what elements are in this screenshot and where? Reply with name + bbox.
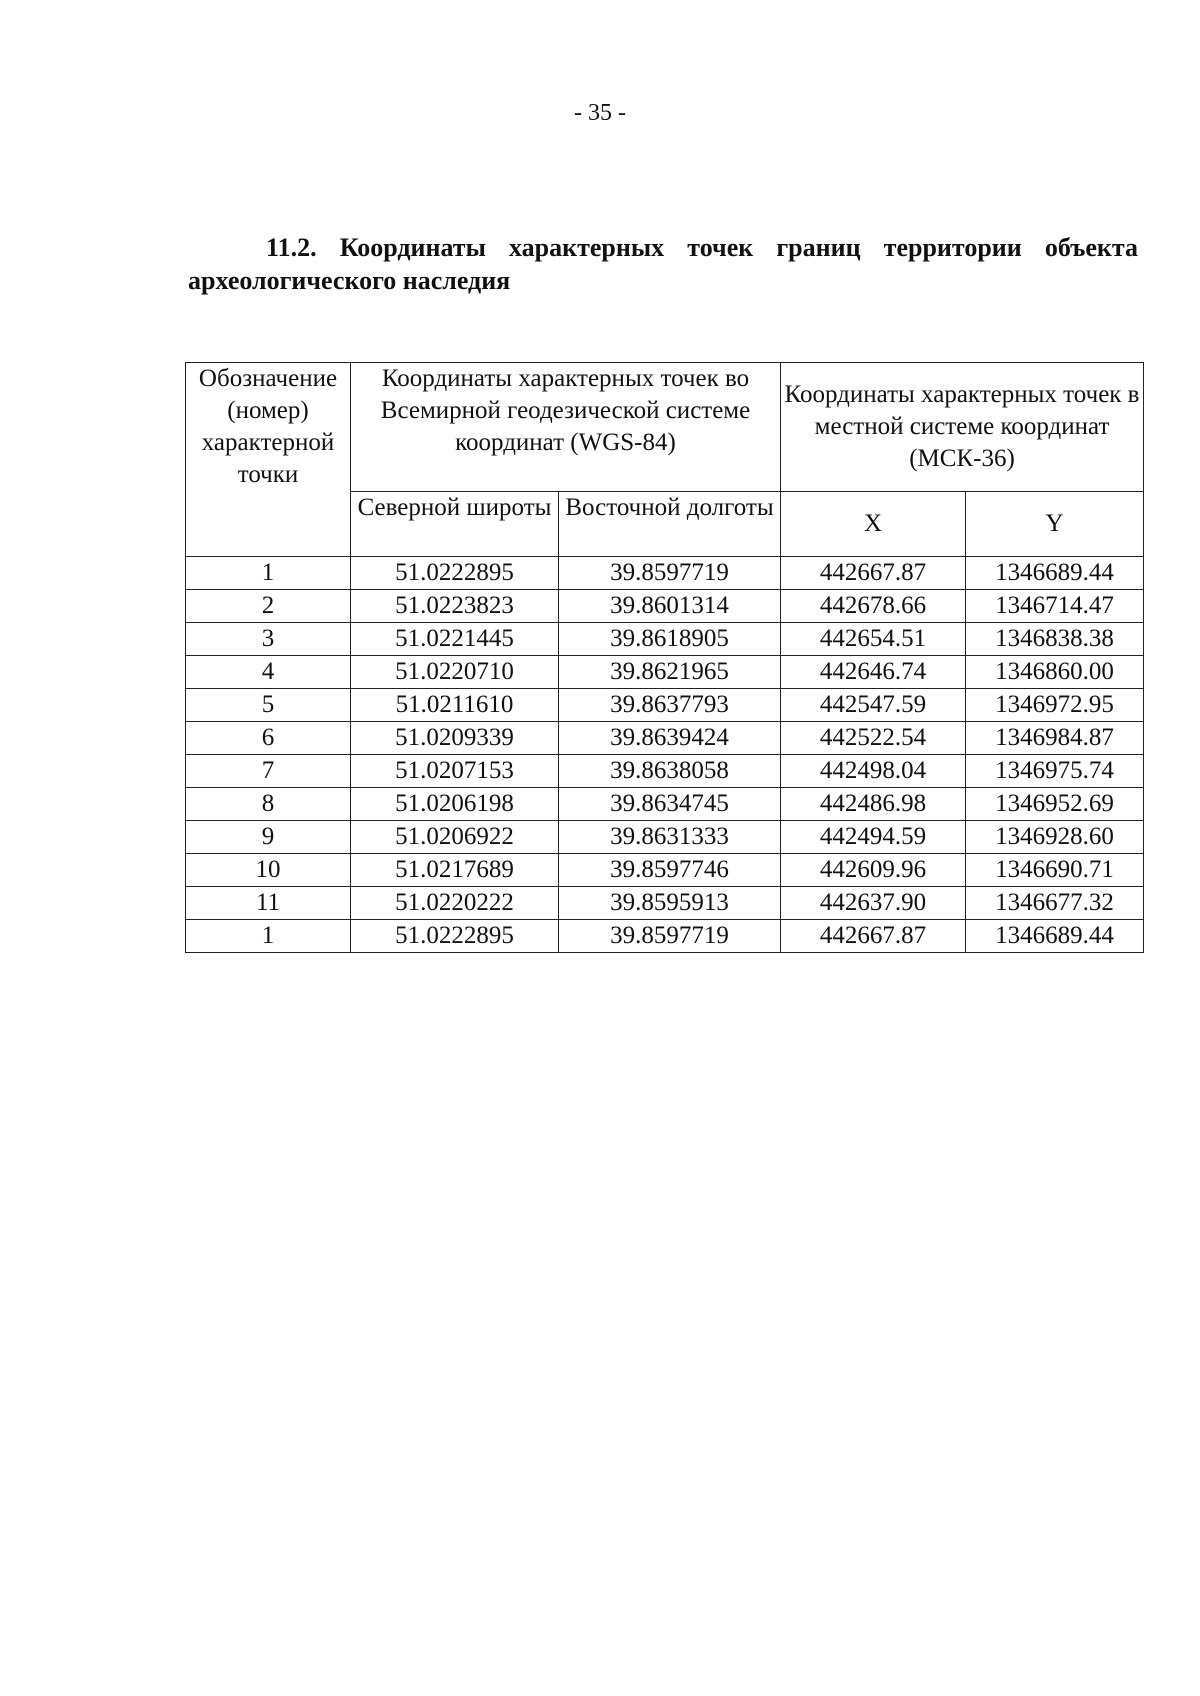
cell-point-number: 10: [186, 854, 351, 887]
table-row: [186, 755, 1144, 788]
cell-y: 1346972.95: [966, 689, 1144, 722]
cell-x: 442667.87: [781, 557, 966, 590]
cell-latitude: 51.0221445: [351, 623, 559, 656]
cell-latitude: 51.0209339: [351, 722, 559, 755]
cell-y: 1346984.87: [966, 722, 1144, 755]
cell-latitude: 51.0217689: [351, 854, 559, 887]
cell-x: 442547.59: [781, 689, 966, 722]
cell-x: 442609.96: [781, 854, 966, 887]
cell-point-number: 6: [186, 722, 351, 755]
cell-longitude: 39.8638058: [559, 755, 781, 788]
cell-x: 442498.04: [781, 755, 966, 788]
cell-point-number: 11: [186, 887, 351, 920]
cell-x: 442678.66: [781, 590, 966, 623]
table-row: [186, 590, 1144, 623]
header-longitude: Восточной долготы: [559, 492, 781, 557]
cell-y: 1346677.32: [966, 887, 1144, 920]
cell-longitude: 39.8621965: [559, 656, 781, 689]
header-wgs84-coordinates: Координаты характерных точек во Всемирной геодезической системе координат (WGS-84): [351, 363, 781, 492]
cell-latitude: 51.0206198: [351, 788, 559, 821]
header-y: Y: [966, 492, 1144, 557]
cell-y: 1346689.44: [966, 920, 1144, 953]
cell-y: 1346714.47: [966, 590, 1144, 623]
header-latitude: Северной широты: [351, 492, 559, 557]
cell-point-number: 9: [186, 821, 351, 854]
table-row: [186, 821, 1144, 854]
cell-point-number: 4: [186, 656, 351, 689]
cell-latitude: 51.0220710: [351, 656, 559, 689]
table-row: [186, 656, 1144, 689]
cell-y: 1346860.00: [966, 656, 1144, 689]
cell-latitude: 51.0211610: [351, 689, 559, 722]
cell-latitude: 51.0222895: [351, 557, 559, 590]
table-row: [186, 689, 1144, 722]
cell-x: 442646.74: [781, 656, 966, 689]
table-body: [186, 557, 1144, 953]
cell-x: 442637.90: [781, 887, 966, 920]
cell-longitude: 39.8634745: [559, 788, 781, 821]
cell-latitude: 51.0222895: [351, 920, 559, 953]
cell-x: 442494.59: [781, 821, 966, 854]
cell-point-number: 3: [186, 623, 351, 656]
coordinates-table: [185, 362, 1144, 953]
cell-latitude: 51.0223823: [351, 590, 559, 623]
header-local-coordinates: Координаты характерных точек в местной системе координат (МСК-36): [781, 363, 1144, 492]
cell-y: 1346952.69: [966, 788, 1144, 821]
table-row: [186, 788, 1144, 821]
table-row: [186, 557, 1144, 590]
cell-x: 442522.54: [781, 722, 966, 755]
header-point-designation: Обозначение (номер) характерной точки: [186, 363, 351, 557]
cell-longitude: 39.8597746: [559, 854, 781, 887]
cell-longitude: 39.8595913: [559, 887, 781, 920]
cell-point-number: 7: [186, 755, 351, 788]
cell-longitude: 39.8639424: [559, 722, 781, 755]
cell-x: 442654.51: [781, 623, 966, 656]
table-row: [186, 854, 1144, 887]
table-row: [186, 623, 1144, 656]
header-x: X: [781, 492, 966, 557]
section-heading: 11.2. Координаты характерных точек границ территории объекта археологического наследия: [188, 233, 1138, 295]
cell-point-number: 1: [186, 557, 351, 590]
cell-longitude: 39.8618905: [559, 623, 781, 656]
cell-y: 1346690.71: [966, 854, 1144, 887]
table-header-row: [186, 363, 1144, 492]
cell-longitude: 39.8597719: [559, 920, 781, 953]
cell-x: 442486.98: [781, 788, 966, 821]
cell-longitude: 39.8597719: [559, 557, 781, 590]
cell-longitude: 39.8601314: [559, 590, 781, 623]
cell-x: 442667.87: [781, 920, 966, 953]
cell-longitude: 39.8631333: [559, 821, 781, 854]
cell-latitude: 51.0220222: [351, 887, 559, 920]
cell-y: 1346928.60: [966, 821, 1144, 854]
page-number: - 35 -: [574, 100, 626, 126]
cell-point-number: 1: [186, 920, 351, 953]
cell-point-number: 8: [186, 788, 351, 821]
table-row: [186, 920, 1144, 953]
cell-y: 1346689.44: [966, 557, 1144, 590]
cell-y: 1346975.74: [966, 755, 1144, 788]
cell-y: 1346838.38: [966, 623, 1144, 656]
table-row: [186, 887, 1144, 920]
table-row: [186, 722, 1144, 755]
cell-longitude: 39.8637793: [559, 689, 781, 722]
cell-point-number: 2: [186, 590, 351, 623]
cell-latitude: 51.0206922: [351, 821, 559, 854]
cell-latitude: 51.0207153: [351, 755, 559, 788]
cell-point-number: 5: [186, 689, 351, 722]
